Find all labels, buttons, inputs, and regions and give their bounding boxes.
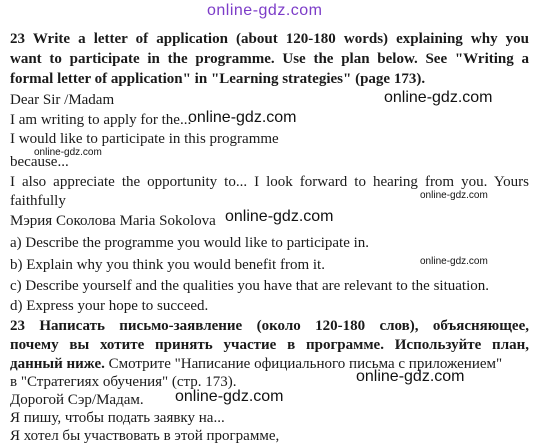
letter-line-because: because...	[10, 154, 69, 170]
ru-task-line-4: в "Стратегиях обучения" (стр. 173).	[10, 374, 237, 390]
watermark: online-gdz.com	[420, 190, 488, 201]
plan-item-b: b) Explain why you think you would benefit from it.	[10, 257, 325, 273]
watermark: online-gdz.com	[188, 109, 297, 126]
letter-salutation: Dear Sir /Madam	[10, 92, 115, 108]
watermark: online-gdz.com	[175, 388, 284, 405]
task-heading-line-2: want to participate in the programme. Use the plan below. See "Writing a	[10, 51, 529, 67]
ru-task-line-1: 23 Написать письмо-заявление (около 120-180 слов), объясняющее,	[10, 318, 529, 334]
letter-line-faithfully: faithfully	[10, 193, 66, 209]
ru-task-line-3-rest: Смотрите "Написание официального письма с приложением"	[104, 356, 503, 372]
watermark: online-gdz.com	[34, 147, 102, 158]
letter-signature: Мэрия Соколова Maria Sokolova	[10, 213, 216, 229]
watermark: online-gdz.com	[356, 368, 465, 385]
watermark: online-gdz.com	[384, 89, 493, 106]
ru-letter-line-applying: Я пишу, чтобы подать заявку на...	[10, 410, 225, 426]
letter-line-participate: I would like to participate in this programme	[10, 131, 279, 147]
plan-item-d: d) Express your hope to succeed.	[10, 298, 209, 314]
watermark: online-gdz.com	[225, 208, 334, 225]
ru-letter-line-participate: Я хотел бы участвовать в этой программе,	[10, 428, 280, 444]
letter-line-applying: I am writing to apply for the...	[10, 112, 192, 128]
plan-item-a: a) Describe the programme you would like to participate in.	[10, 235, 370, 251]
plan-item-c: c) Describe yourself and the qualities you have that are relevant to the situation.	[10, 278, 489, 294]
letter-line-appreciate: I also appreciate the opportunity to... I look forward to hearing from you. Yours	[10, 174, 529, 190]
task-heading-line-3: formal letter of application" in "Learning strategies" (page 173).	[10, 71, 426, 87]
task-heading-line-1: 23 Write a letter of application (about 120-180 words) explaining why you	[10, 31, 529, 47]
watermark-top: online-gdz.com	[207, 2, 323, 19]
ru-task-line-3-bold: данный ниже.	[10, 356, 105, 372]
watermark: online-gdz.com	[420, 256, 488, 267]
ru-task-line-2: почему вы хотите принять участие в программе. Используйте план,	[10, 337, 529, 353]
ru-letter-salutation: Дорогой Сэр/Мадам.	[10, 392, 144, 408]
